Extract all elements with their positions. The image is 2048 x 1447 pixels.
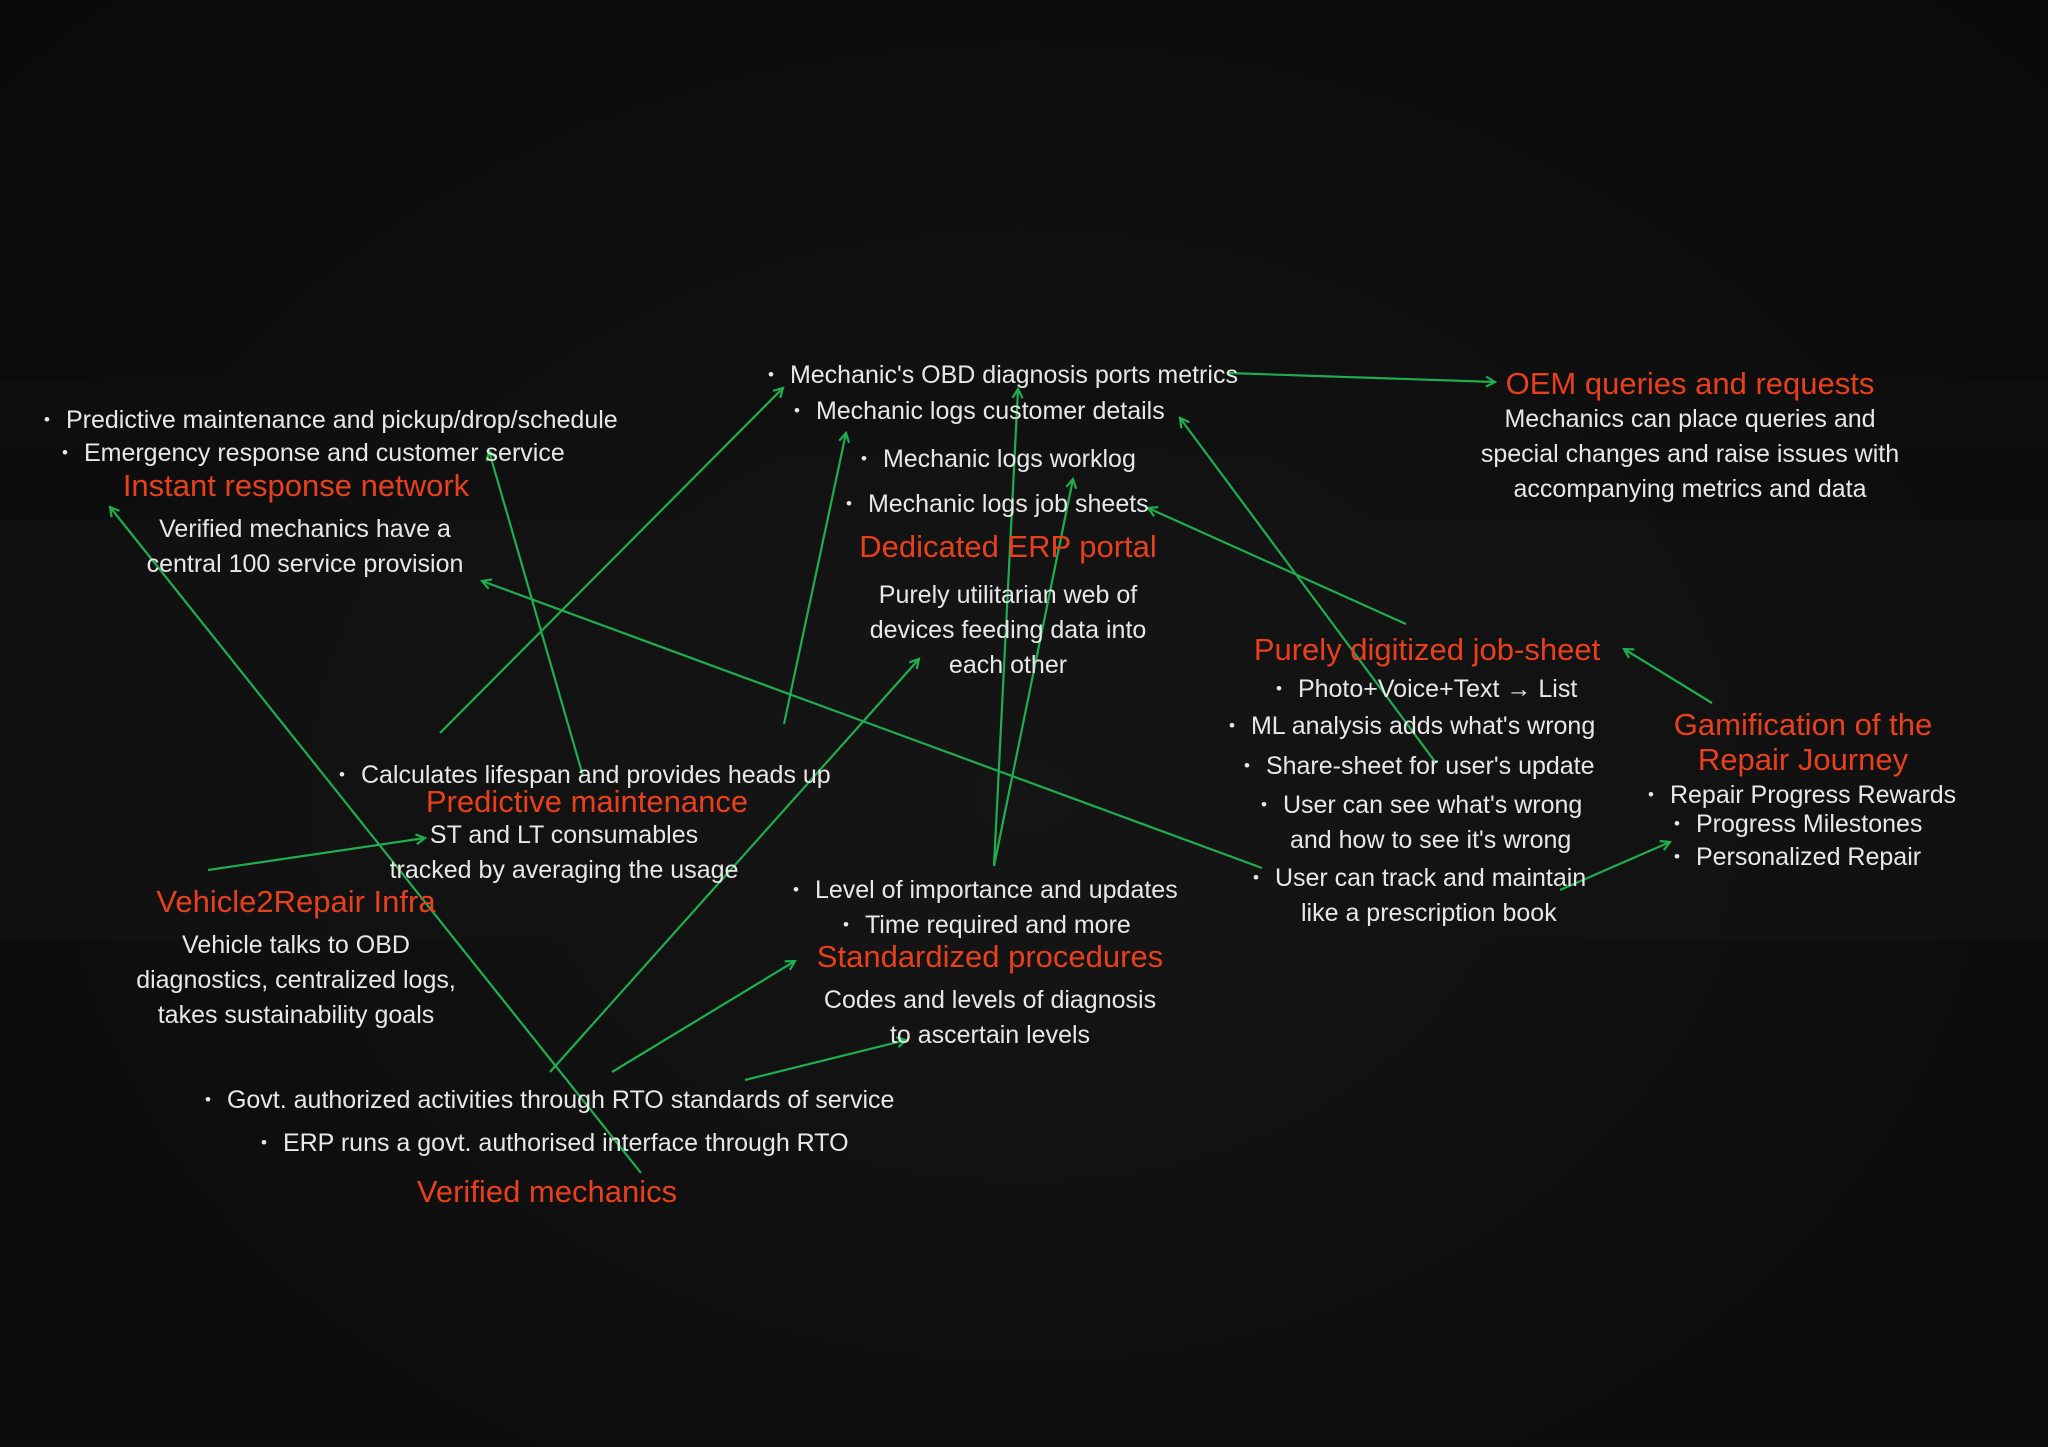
list-item: • Personalized Repair <box>1674 842 1921 875</box>
list-item-continuation: and how to see it's wrong <box>1290 826 1572 854</box>
node-title-oem: OEM queries and requests <box>1505 366 1875 401</box>
list-item: • Mechanic logs customer details <box>794 396 1165 429</box>
node-description: Vehicle talks to OBD <box>182 931 410 959</box>
list-item: • Time required and more <box>843 910 1131 943</box>
node-title-erp-portal: Dedicated ERP portal <box>859 529 1157 564</box>
node-description: Verified mechanics have a <box>159 515 451 543</box>
list-item-continuation: like a prescription book <box>1301 899 1557 927</box>
list-item: • User can see what's wrong <box>1261 790 1582 823</box>
node-description: Mechanics can place queries and <box>1504 405 1876 433</box>
node-description: Codes and levels of diagnosis <box>823 986 1157 1014</box>
list-item: • Repair Progress Rewards <box>1648 780 1956 813</box>
list-item: • Share-sheet for user's update <box>1244 751 1595 784</box>
arrow <box>745 1040 906 1080</box>
list-item: • ERP runs a govt. authorised interface through RTO <box>261 1128 849 1161</box>
node-title-standardized-procedures: Standardized procedures <box>816 939 1164 974</box>
node-description: to ascertain levels <box>889 1021 1091 1049</box>
list-item: • Mechanic logs job sheets <box>846 489 1149 522</box>
node-description: accompanying metrics and data <box>1513 475 1867 503</box>
list-item: • Progress Milestones <box>1674 809 1922 842</box>
list-item: • User can track and maintain <box>1253 863 1586 896</box>
node-description: diagnostics, centralized logs, <box>136 966 456 994</box>
arrow <box>1148 508 1406 624</box>
node-title-job-sheet: Purely digitized job-sheet <box>1253 632 1601 667</box>
node-title-instant-response: Instant response network <box>122 468 470 503</box>
list-item: • Photo+Voice+Text → List <box>1276 674 1577 707</box>
node-title-gamification: Repair Journey <box>1697 742 1909 777</box>
node-title-gamification: Gamification of the <box>1673 707 1933 742</box>
node-description: ST and LT consumables <box>429 821 699 849</box>
node-description: Purely utilitarian web of <box>878 581 1138 609</box>
list-item: • Mechanic logs worklog <box>861 444 1136 477</box>
list-item: • Level of importance and updates <box>793 875 1178 908</box>
arrow <box>1228 373 1495 382</box>
arrow <box>784 433 846 724</box>
list-item: • Predictive maintenance and pickup/drop/schedule <box>44 405 618 438</box>
list-item: • ML analysis adds what's wrong <box>1229 711 1595 744</box>
arrow <box>1624 649 1712 703</box>
node-description: each other <box>948 651 1068 679</box>
node-title-predictive-maintenance: Predictive maintenance <box>425 784 749 819</box>
list-item: • Mechanic's OBD diagnosis ports metrics <box>768 360 1238 393</box>
node-title-vehicle2repair: Vehicle2Repair Infra <box>156 884 436 919</box>
list-item: • Emergency response and customer service <box>62 438 565 471</box>
node-description: special changes and raise issues with <box>1480 440 1900 468</box>
node-title-verified-mechanics: Verified mechanics <box>416 1174 678 1209</box>
arrow <box>612 961 795 1072</box>
node-description: devices feeding data into <box>869 616 1147 644</box>
node-description: central 100 service provision <box>146 550 464 578</box>
list-item: • Govt. authorized activities through RTO standards of service <box>205 1085 894 1118</box>
node-description: takes sustainability goals <box>157 1001 435 1029</box>
node-description: tracked by averaging the usage <box>389 856 739 884</box>
list-item: • Calculates lifespan and provides heads up <box>339 760 831 793</box>
